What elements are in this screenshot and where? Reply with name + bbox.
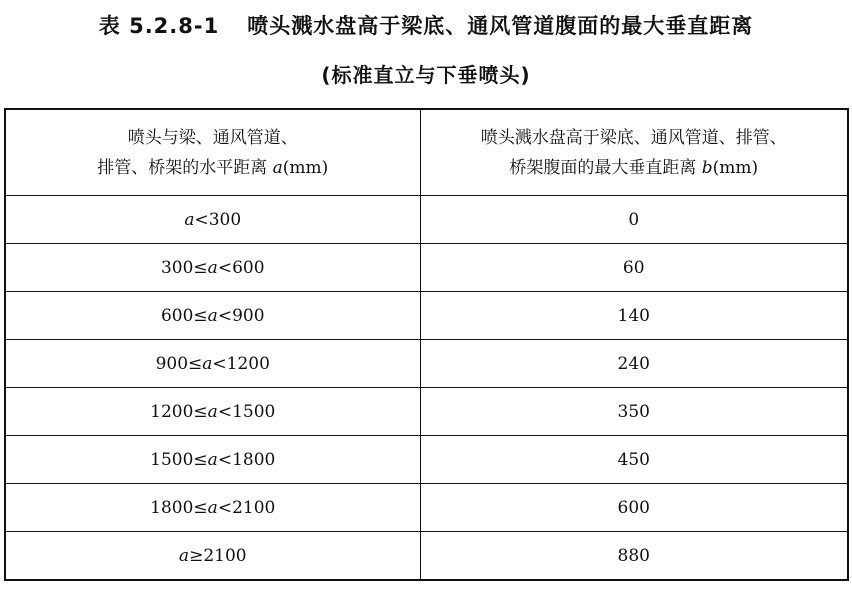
vertical-distance-cell: 140 — [420, 292, 848, 340]
range-operator: ≤ — [193, 257, 208, 278]
unit-label: (mm) — [712, 157, 759, 178]
range-lower-bound: 1200 — [150, 401, 194, 422]
table-subtitle: (标准直立与下垂喷头) — [321, 63, 531, 87]
variable-symbol: a — [207, 449, 218, 470]
spacing-table — [4, 108, 849, 581]
range-upper-bound: 1500 — [232, 401, 276, 422]
range-upper-bound: 2100 — [203, 545, 247, 566]
header-horizontal-distance — [5, 109, 420, 196]
variable-symbol: a — [207, 305, 218, 326]
vertical-distance-cell: 0 — [420, 196, 848, 244]
vertical-distance-cell: 600 — [420, 484, 848, 532]
range-upper-bound: 300 — [208, 209, 242, 230]
table-row — [5, 484, 848, 532]
range-lower-bound: 900 — [155, 353, 189, 374]
table-title — [0, 11, 852, 41]
horizontal-distance-cell — [5, 196, 420, 244]
horizontal-distance-cell — [5, 292, 420, 340]
header-text: 排管、桥架的水平距离 — [97, 157, 273, 178]
table-number: 表 5.2.8-1 — [98, 14, 220, 38]
horizontal-distance-cell — [5, 532, 420, 581]
range-operator: ≤ — [188, 353, 203, 374]
header-line — [421, 153, 848, 183]
header-row — [5, 109, 848, 196]
range-lower-bound: 300 — [160, 257, 194, 278]
range-upper-bound: 600 — [232, 257, 265, 278]
table-row — [5, 340, 848, 388]
range-operator: < — [217, 257, 233, 278]
header-line: 喷头溅水盘高于梁底、通风管道、排管、 — [480, 127, 787, 148]
vertical-distance-cell: 240 — [420, 340, 848, 388]
range-operator: < — [212, 353, 227, 374]
range-operator: ≤ — [193, 497, 208, 518]
variable-symbol: a — [272, 157, 283, 178]
range-operator: < — [217, 305, 233, 326]
horizontal-distance-cell — [5, 244, 420, 292]
variable-symbol: a — [207, 497, 218, 518]
horizontal-distance-cell — [5, 340, 420, 388]
variable-symbol: a — [207, 257, 218, 278]
variable-symbol: a — [202, 353, 213, 374]
horizontal-distance-cell — [5, 484, 420, 532]
variable-symbol: b — [701, 157, 713, 178]
range-upper-bound: 1800 — [232, 449, 276, 470]
range-lower-bound: 1500 — [150, 449, 194, 470]
header-vertical-distance — [420, 109, 848, 196]
range-upper-bound: 1200 — [226, 353, 270, 374]
table-body — [5, 196, 848, 581]
horizontal-distance-cell — [5, 388, 420, 436]
range-operator: ≤ — [193, 305, 208, 326]
variable-symbol: a — [178, 545, 190, 566]
table-row — [5, 196, 848, 244]
range-operator: ≤ — [193, 401, 208, 422]
range-operator: < — [217, 449, 233, 470]
header-line: 喷头与梁、通风管道、 — [127, 127, 298, 148]
table-row — [5, 244, 848, 292]
table-row — [5, 436, 848, 484]
vertical-distance-cell: 880 — [420, 532, 848, 581]
table-row — [5, 532, 848, 581]
vertical-distance-cell: 450 — [420, 436, 848, 484]
range-upper-bound: 2100 — [232, 497, 276, 518]
variable-symbol: a — [207, 401, 218, 422]
range-operator: < — [217, 401, 233, 422]
range-operator: ≤ — [193, 449, 208, 470]
range-operator: < — [217, 497, 233, 518]
table-row — [5, 388, 848, 436]
range-lower-bound: 600 — [160, 305, 194, 326]
unit-label: (mm) — [282, 157, 329, 178]
horizontal-distance-cell — [5, 436, 420, 484]
range-lower-bound: 1800 — [150, 497, 194, 518]
table-row — [5, 292, 848, 340]
table-title-text: 喷头溅水盘高于梁底、通风管道腹面的最大垂直距离 — [247, 14, 754, 38]
range-upper-bound: 900 — [232, 305, 265, 326]
vertical-distance-cell: 350 — [420, 388, 848, 436]
vertical-distance-cell: 60 — [420, 244, 848, 292]
range-operator: < — [194, 209, 209, 230]
header-line — [6, 153, 420, 183]
header-text: 桥架腹面的最大垂直距离 — [509, 157, 702, 178]
range-operator: ≥ — [189, 545, 204, 566]
variable-symbol: a — [184, 209, 195, 230]
